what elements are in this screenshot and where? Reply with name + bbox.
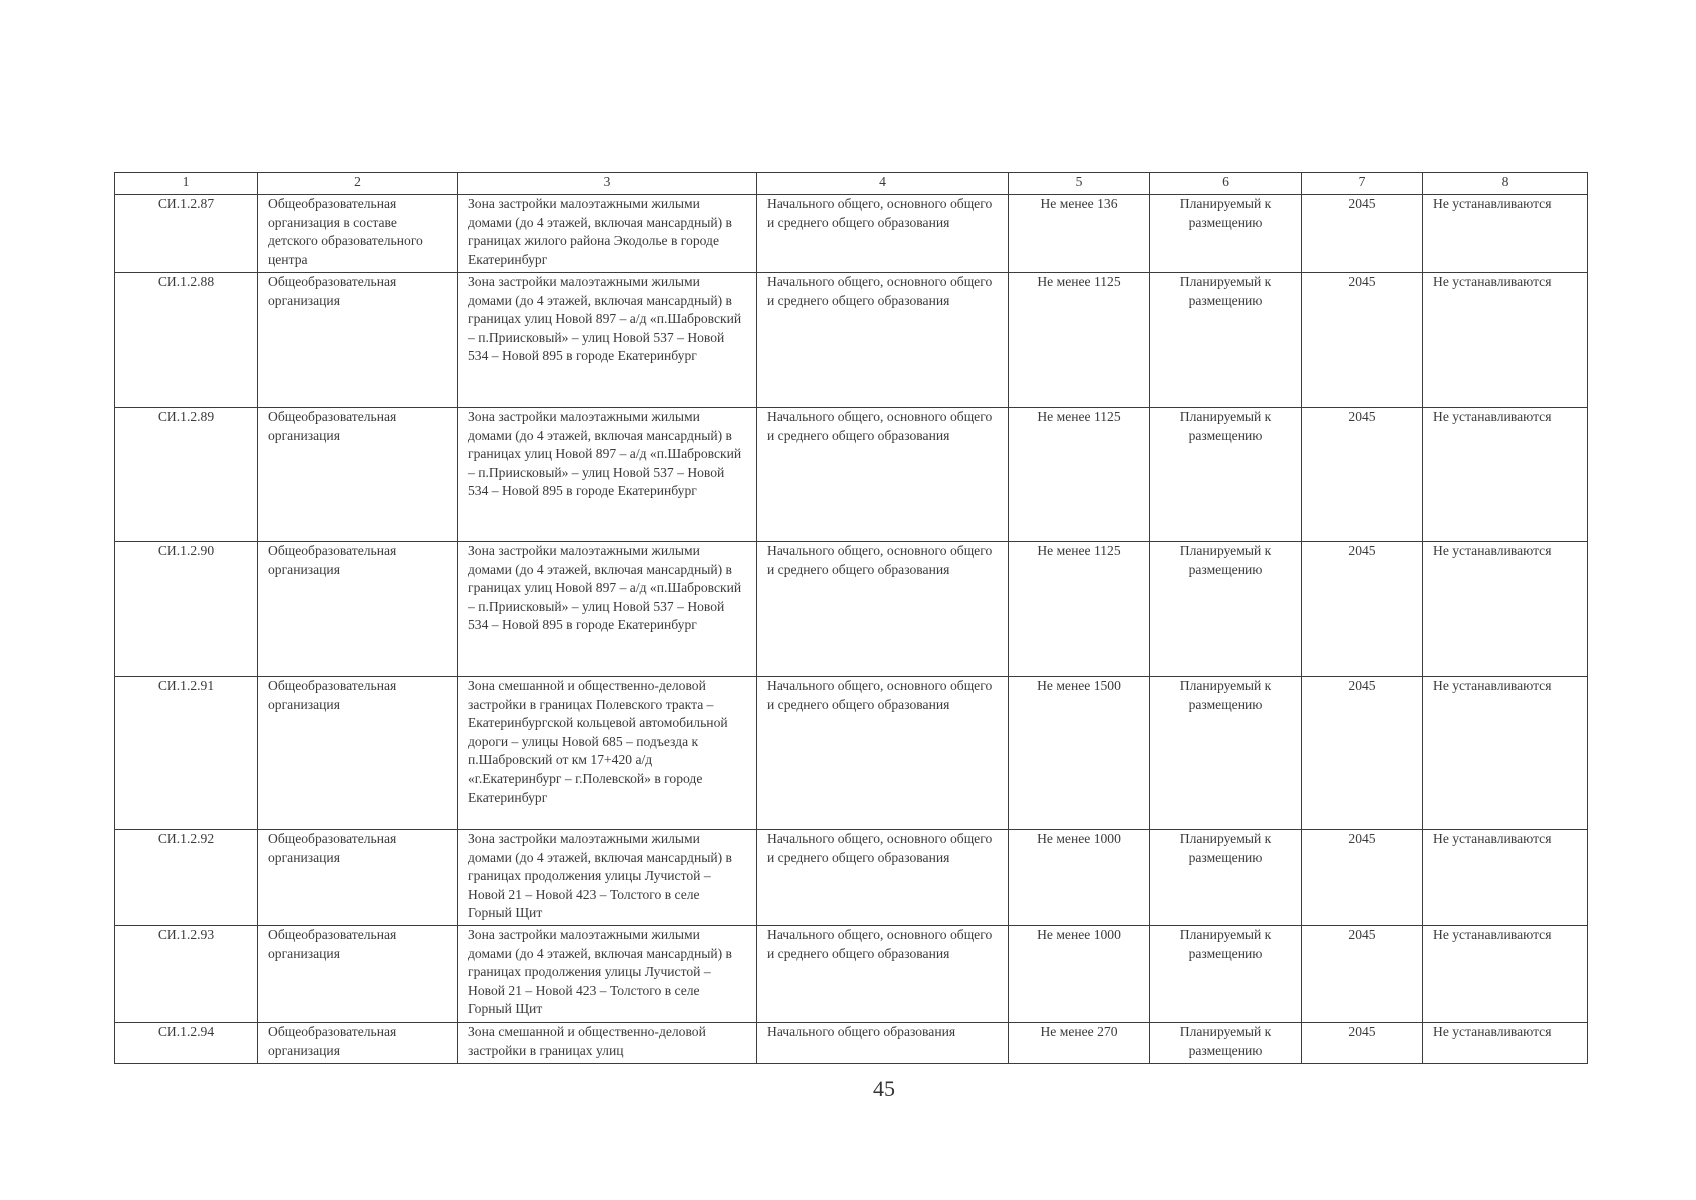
- year-cell: 2045: [1302, 830, 1423, 926]
- table-row: [115, 1023, 1588, 1064]
- education-level-cell: Начального общего, основного общего и среднего общего образования: [757, 408, 1009, 542]
- zone-cell: Не устанавливаются: [1423, 677, 1588, 830]
- year-cell: 2045: [1302, 677, 1423, 830]
- header-row: [115, 173, 1588, 195]
- location-cell: Зона застройки малоэтажными жилыми домами (до 4 этажей, включая мансардный) в границах продолжения улицы Лучистой – Новой 21 – Новой 423 – Толстого в селе Горный Щит: [458, 830, 757, 926]
- column-header: 8: [1423, 173, 1588, 195]
- table-row: [115, 195, 1588, 273]
- column-header: 3: [458, 173, 757, 195]
- capacity-cell: Не менее 1000: [1009, 926, 1150, 1023]
- capacity-cell: Не менее 1500: [1009, 677, 1150, 830]
- capacity-cell: Не менее 1125: [1009, 542, 1150, 677]
- education-level-cell: Начального общего, основного общего и среднего общего образования: [757, 195, 1009, 273]
- education-level-cell: Начального общего, основного общего и среднего общего образования: [757, 830, 1009, 926]
- object-name-cell: Общеобразовательная организация: [258, 830, 458, 926]
- location-cell: Зона застройки малоэтажными жилыми домами (до 4 этажей, включая мансардный) в границах улиц Новой 897 – а/д «п.Шабровский – п.Прииcковый» – улиц Новой 537 – Новой 534 – Новой 895 в городе Екатеринбург: [458, 408, 757, 542]
- zone-cell: Не устанавливаются: [1423, 830, 1588, 926]
- object-name-cell: Общеобразовательная организация: [258, 542, 458, 677]
- education-level-cell: Начального общего, основного общего и среднего общего образования: [757, 542, 1009, 677]
- zone-cell: Не устанавливаются: [1423, 926, 1588, 1023]
- table-row: [115, 542, 1588, 677]
- column-header: 4: [757, 173, 1009, 195]
- status-cell: Планируемый к размещению: [1150, 926, 1302, 1023]
- table-row: [115, 926, 1588, 1023]
- table-row: [115, 408, 1588, 542]
- location-cell: Зона смешанной и общественно-деловой застройки в границах улиц: [458, 1023, 757, 1064]
- zone-cell: Не устанавливаются: [1423, 1023, 1588, 1064]
- column-header: 5: [1009, 173, 1150, 195]
- object-name-cell: Общеобразовательная организация: [258, 408, 458, 542]
- status-cell: Планируемый к размещению: [1150, 1023, 1302, 1064]
- object-code-cell: СИ.1.2.90: [115, 542, 258, 677]
- object-code-cell: СИ.1.2.94: [115, 1023, 258, 1064]
- status-cell: Планируемый к размещению: [1150, 830, 1302, 926]
- education-level-cell: Начального общего образования: [757, 1023, 1009, 1064]
- year-cell: 2045: [1302, 273, 1423, 408]
- page-number: 45: [873, 1076, 895, 1101]
- capacity-cell: Не менее 1125: [1009, 273, 1150, 408]
- object-code-cell: СИ.1.2.88: [115, 273, 258, 408]
- year-cell: 2045: [1302, 1023, 1423, 1064]
- capacity-cell: Не менее 1000: [1009, 830, 1150, 926]
- location-cell: Зона застройки малоэтажными жилыми домами (до 4 этажей, включая мансардный) в границах улиц Новой 897 – а/д «п.Шабровский – п.Прииcковый» – улиц Новой 537 – Новой 534 – Новой 895 в городе Екатеринбург: [458, 542, 757, 677]
- zone-cell: Не устанавливаются: [1423, 542, 1588, 677]
- status-cell: Планируемый к размещению: [1150, 408, 1302, 542]
- education-level-cell: Начального общего, основного общего и среднего общего образования: [757, 926, 1009, 1023]
- object-code-cell: СИ.1.2.91: [115, 677, 258, 830]
- location-cell: Зона смешанной и общественно-деловой застройки в границах Полевского тракта – Екатеринбургской кольцевой автомобильной дороги – улицы Новой 685 – подъезда к п.Шабровский от км 17+420 а/д «г.Екатеринбург – г.Полевской» в городе Екатеринбург: [458, 677, 757, 830]
- education-level-cell: Начального общего, основного общего и среднего общего образования: [757, 273, 1009, 408]
- location-cell: Зона застройки малоэтажными жилыми домами (до 4 этажей, включая мансардный) в границах улиц Новой 897 – а/д «п.Шабровский – п.Прииcковый» – улиц Новой 537 – Новой 534 – Новой 895 в городе Екатеринбург: [458, 273, 757, 408]
- status-cell: Планируемый к размещению: [1150, 273, 1302, 408]
- capacity-cell: Не менее 1125: [1009, 408, 1150, 542]
- table-row: [115, 273, 1588, 408]
- object-name-cell: Общеобразовательная организация: [258, 677, 458, 830]
- object-name-cell: Общеобразовательная организация: [258, 1023, 458, 1064]
- status-cell: Планируемый к размещению: [1150, 195, 1302, 273]
- object-code-cell: СИ.1.2.92: [115, 830, 258, 926]
- column-header: 7: [1302, 173, 1423, 195]
- object-code-cell: СИ.1.2.87: [115, 195, 258, 273]
- document-table: [114, 172, 1588, 1064]
- table-row: [115, 677, 1588, 830]
- year-cell: 2045: [1302, 542, 1423, 677]
- status-cell: Планируемый к размещению: [1150, 542, 1302, 677]
- object-code-cell: СИ.1.2.93: [115, 926, 258, 1023]
- zone-cell: Не устанавливаются: [1423, 408, 1588, 542]
- location-cell: Зона застройки малоэтажными жилыми домами (до 4 этажей, включая мансардный) в границах жилого района Экодолье в городе Екатеринбург: [458, 195, 757, 273]
- year-cell: 2045: [1302, 926, 1423, 1023]
- object-name-cell: Общеобразовательная организация в составе детского образовательного центра: [258, 195, 458, 273]
- table-row: [115, 830, 1588, 926]
- column-header: 6: [1150, 173, 1302, 195]
- year-cell: 2045: [1302, 195, 1423, 273]
- zone-cell: Не устанавливаются: [1423, 195, 1588, 273]
- capacity-cell: Не менее 270: [1009, 1023, 1150, 1064]
- object-name-cell: Общеобразовательная организация: [258, 926, 458, 1023]
- location-cell: Зона застройки малоэтажными жилыми домами (до 4 этажей, включая мансардный) в границах продолжения улицы Лучистой – Новой 21 – Новой 423 – Толстого в селе Горный Щит: [458, 926, 757, 1023]
- capacity-cell: Не менее 136: [1009, 195, 1150, 273]
- year-cell: 2045: [1302, 408, 1423, 542]
- object-code-cell: СИ.1.2.89: [115, 408, 258, 542]
- column-header: 1: [115, 173, 258, 195]
- education-level-cell: Начального общего, основного общего и среднего общего образования: [757, 677, 1009, 830]
- object-name-cell: Общеобразовательная организация: [258, 273, 458, 408]
- column-header: 2: [258, 173, 458, 195]
- zone-cell: Не устанавливаются: [1423, 273, 1588, 408]
- status-cell: Планируемый к размещению: [1150, 677, 1302, 830]
